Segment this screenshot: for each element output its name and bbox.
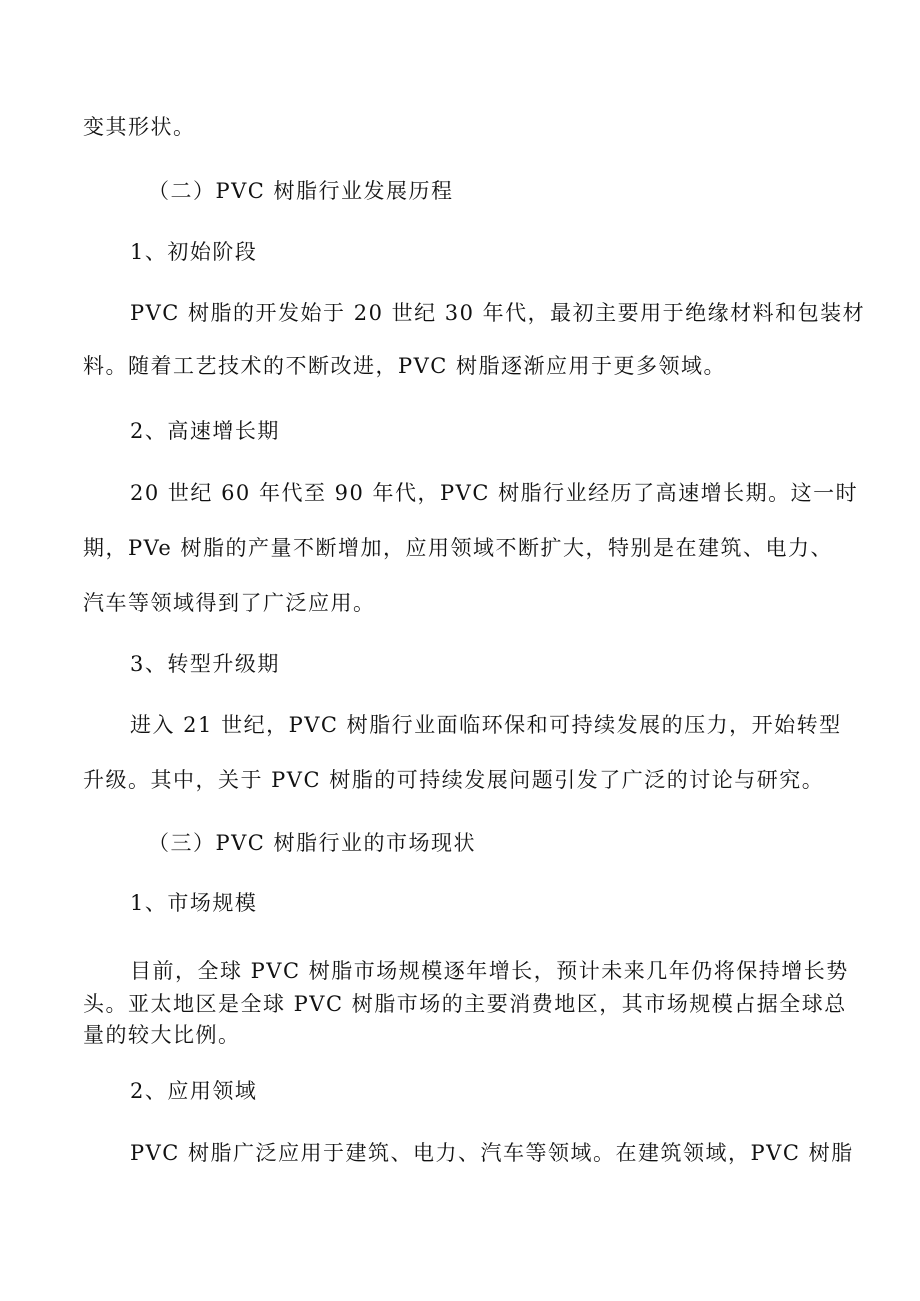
subheading-initial-stage: 1、初始阶段 xyxy=(130,240,258,264)
paragraph-line: 进入 21 世纪，PVC 树脂行业面临环保和可持续发展的压力，开始转型 xyxy=(130,713,842,737)
subheading-applications: 2、应用领域 xyxy=(130,1079,258,1103)
paragraph-line: 量的较大比例。 xyxy=(83,1023,241,1047)
section-heading-3: （三）PVC 树脂行业的市场现状 xyxy=(148,831,477,855)
paragraph-line: 料。随着工艺技术的不断改进，PVC 树脂逐渐应用于更多领域。 xyxy=(83,354,727,378)
paragraph-line: 期，PVe 树脂的产量不断增加，应用领域不断扩大，特别是在建筑、电力、 xyxy=(83,536,833,560)
paragraph-line: 变其形状。 xyxy=(83,115,196,139)
subheading-transformation: 3、转型升级期 xyxy=(130,652,280,676)
subheading-rapid-growth: 2、高速增长期 xyxy=(130,419,280,443)
subheading-market-size: 1、市场规模 xyxy=(130,891,258,915)
paragraph-line: 汽车等领域得到了广泛应用。 xyxy=(83,591,376,615)
paragraph-line: 目前，全球 PVC 树脂市场规模逐年增长，预计未来几年仍将保持增长势 xyxy=(130,959,849,983)
paragraph-line: 升级。其中，关于 PVC 树脂的可持续发展问题引发了广泛的讨论与研究。 xyxy=(83,768,825,792)
paragraph-line: PVC 树脂广泛应用于建筑、电力、汽车等领域。在建筑领域，PVC 树脂 xyxy=(130,1141,854,1165)
paragraph-line: 头。亚太地区是全球 PVC 树脂市场的主要消费地区，其市场规模占据全球总 xyxy=(83,992,847,1016)
paragraph-line: PVC 树脂的开发始于 20 世纪 30 年代，最初主要用于绝缘材料和包装材 xyxy=(130,301,866,325)
paragraph-line: 20 世纪 60 年代至 90 年代，PVC 树脂行业经历了高速增长期。这一时 xyxy=(130,481,859,505)
section-heading-2: （二）PVC 树脂行业发展历程 xyxy=(148,179,454,203)
